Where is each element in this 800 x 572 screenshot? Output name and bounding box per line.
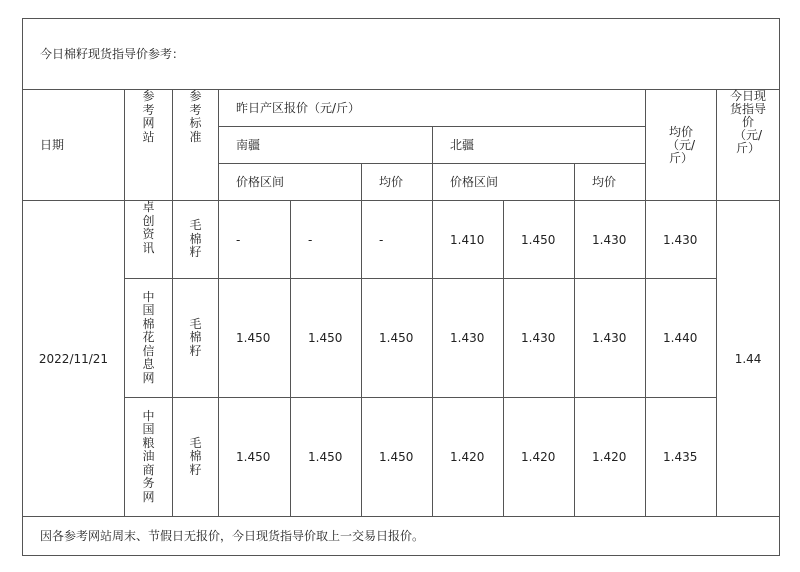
north-avg-cell: 1.430 <box>575 279 646 398</box>
table-row <box>23 201 780 279</box>
table-row <box>23 398 780 517</box>
south-avg-cell: 1.450 <box>362 398 433 517</box>
standard-cell: 毛棉籽 <box>173 201 219 279</box>
north-low-cell: 1.410 <box>433 201 504 279</box>
header-north-range: 价格区间 <box>433 164 575 201</box>
site-cell: 卓创资讯 <box>125 201 173 279</box>
header-yesterday-price: 昨日产区报价（元/斤） <box>219 90 646 127</box>
avg-cell: 1.440 <box>646 279 717 398</box>
south-high-cell: 1.450 <box>291 279 362 398</box>
header-north: 北疆 <box>433 127 646 164</box>
north-avg-cell: 1.420 <box>575 398 646 517</box>
price-table <box>22 18 780 556</box>
standard-cell: 毛棉籽 <box>173 398 219 517</box>
avg-cell: 1.430 <box>646 201 717 279</box>
header-date: 日期 <box>23 90 125 201</box>
north-avg-cell: 1.430 <box>575 201 646 279</box>
north-high-cell: 1.420 <box>504 398 575 517</box>
south-avg-cell: - <box>362 201 433 279</box>
footnote: 因各参考网站周末、节假日无报价，今日现货指导价取上一交易日报价。 <box>23 517 780 556</box>
today-price-cell: 1.44 <box>717 201 780 517</box>
north-low-cell: 1.430 <box>433 279 504 398</box>
standard-cell: 毛棉籽 <box>173 279 219 398</box>
site-cell: 中国棉花信息网 <box>125 279 173 398</box>
header-today-price: 今日现货指导价（元/斤） <box>717 90 780 201</box>
north-low-cell: 1.420 <box>433 398 504 517</box>
south-high-cell: 1.450 <box>291 398 362 517</box>
south-low-cell: 1.450 <box>219 398 291 517</box>
south-avg-cell: 1.450 <box>362 279 433 398</box>
header-south-range: 价格区间 <box>219 164 362 201</box>
south-high-cell: - <box>291 201 362 279</box>
table-row <box>23 279 780 398</box>
south-low-cell: - <box>219 201 291 279</box>
north-high-cell: 1.430 <box>504 279 575 398</box>
date-cell: 2022/11/21 <box>23 201 125 517</box>
header-south: 南疆 <box>219 127 433 164</box>
south-low-cell: 1.450 <box>219 279 291 398</box>
page-title: 今日棉籽现货指导价参考： <box>23 19 780 90</box>
header-average: 均价（元/斤） <box>646 90 717 201</box>
site-cell: 中国粮油商务网 <box>125 398 173 517</box>
header-standard: 参考标准 <box>173 90 219 201</box>
header-north-avg: 均价 <box>575 164 646 201</box>
header-south-avg: 均价 <box>362 164 433 201</box>
avg-cell: 1.435 <box>646 398 717 517</box>
north-high-cell: 1.450 <box>504 201 575 279</box>
header-site: 参考网站 <box>125 90 173 201</box>
